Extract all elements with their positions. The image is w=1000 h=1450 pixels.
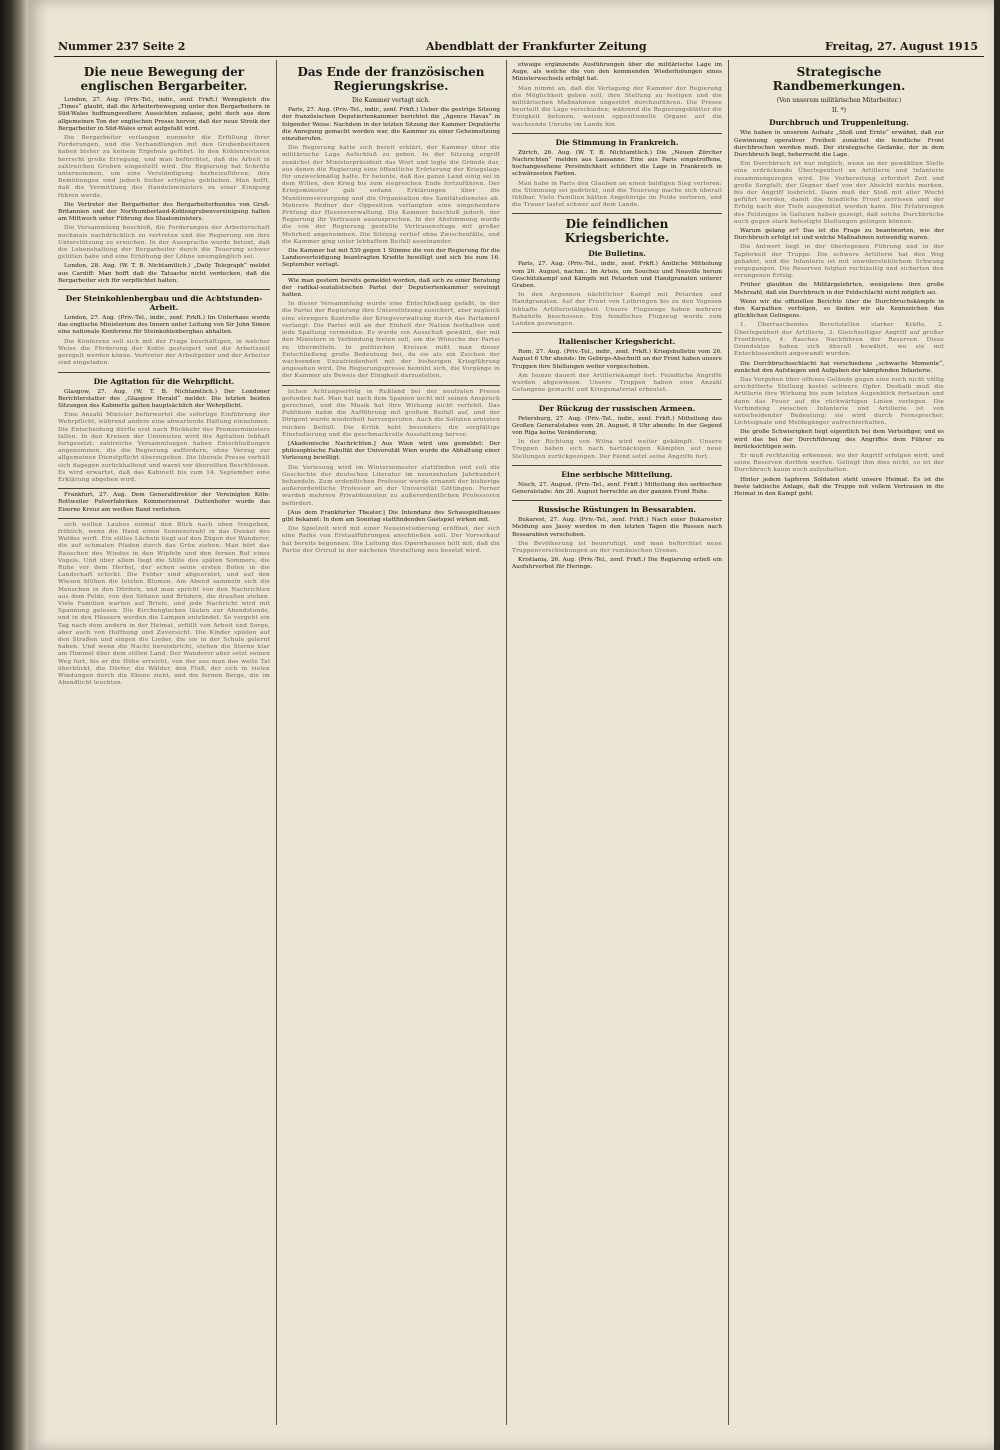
article-body-text: Die Konferenz soll sich mit der Frage beschäftigen, in welcher Weise die Förderung der Kohle gesteigert und die Arbeitszeit geregelt werden könne. Vertreter der Arbeitgeber und der Arbeiter sind eingeladen. [58, 338, 270, 367]
column-1 [58, 62, 270, 1422]
column-4 [734, 62, 944, 1422]
article-body-text: In der Richtung von Wilna wird weiter gekämpft. Unsere Truppen haben sich nach hartnäckigen Kämpfen auf neue Stellungen zurückgezogen. Der Feind setzt seine Angriffe fort. [512, 439, 722, 460]
article-paragraph: [Akademische Nachrichten.] Aus Wien wird uns gemeldet: Der philosophische Fakultät der Universität Wien wurde die Abhaltung einer Vorlesung bewilligt. [282, 440, 500, 462]
article-paragraph: Kristiania, 26. Aug. (Priv.-Tel., zenf. Frkft.) Die Regierung erließ ein Ausfuhrverbot für Heringe. [512, 557, 722, 571]
section-divider [282, 274, 500, 275]
section-divider [512, 213, 722, 214]
article-body-text: In dieser Versammlung wurde eine Entschließung gefaßt, in der die Partei der Regierung ihre Unterstützung zusichert, aber zugleich eine strengere Kontrolle der Kriegsverwaltung durch das Parlament verlangt. Die Partei will an der Einheit der Nation festhalten und jede Spaltung vermeiden. Es wurde ein Ausschuß gewählt, der mit den Ministern in Verbindung treten soll, um die Wünsche der Partei zu übermitteln. In politischen Kreisen mißt man dieser Entschließung große Bedeutung bei, da sie als ein Zeichen der wachsenden Unzufriedenheit mit der bisherigen Kriegführung angesehen wird. Die Regierungspresse bemüht sich, die Vorgänge in der Kammer als Beweis der Einigkeit darzustellen. [282, 301, 500, 380]
masthead [54, 38, 984, 57]
article-paragraph: Paris, 27. Aug. (Priv.-Tel., indir., zenf. Frkft.) Amtliche Mitteilung vom 26. August, nachm.: Im Artois, um Souchez und Neuville herum Geschützkampf und Kämpfe mit Petarden und Handgranaten unterer Graben. [512, 261, 722, 290]
article-paragraph: Zürich, 26. Aug. (W. T. B. Nichtamtlich.) Die „Neuen Zürcher Nachrichten“ melden aus Lausanne: Eine aus Paris eingetroffene, hochangesehene Persönlichkeit schildert die Lage in Frankreich in schwärzesten Farben. [512, 149, 722, 178]
article-headline: Die neue Bewegung der englischen Bergarbeiter. [80, 65, 248, 93]
article-paragraph: Die große Schwierigkeit liegt eigentlich bei dem Verteidiger, und es wird das bei der Durchführung des Angriffes dem Führer zu berücksichtigen sein. [734, 429, 944, 450]
article-paragraph: etwaige ergänzende Ausführungen über die militärische Lage im Auge, als welche die von den kommenden Wiederholungen eines Ministerwechsels erfolgt hat. [512, 62, 722, 83]
book-binding [0, 0, 28, 1450]
article-part-number: II. *) [832, 107, 846, 115]
section-divider [512, 465, 722, 466]
article-paragraph: London, 27. Aug. (Priv.-Tel., indir., zenf. Frkft.) Im Unterhaus wurde das englische Ministerium des Innern unter Leitung von Sir John Simon eine nationale Konferenz für Steinkohlenbergbau abhalten. [58, 315, 270, 336]
section-headline: Italienischer Kriegsbericht. [558, 337, 676, 347]
article-body-text: Die Bergarbeiter verlangen nunmehr die Erfüllung ihrer Forderungen, und die Verhandlungen mit den Grubenbesitzern haben bisher zu keinem Ergebnis geführt. In den Kohlenrevieren herrscht große Erregung, und man befürchtet, daß die Arbeit in zahlreichen Gruben eingestellt wird. Die Regierung hat Schritte unternommen, um eine Verständigung herbeizuführen; ihre Bemühungen sind jedoch bisher erfolglos geblieben. Man hofft, daß die Vermittlung des Handelsministers zu einer Einigung führen werde. [58, 135, 270, 199]
section-headline: Der Rückzug der russischen Armeen. [538, 403, 696, 413]
section-divider [58, 289, 270, 290]
section-headline: Eine serbische Mitteilung. [561, 469, 673, 479]
article-paragraph: Nisch, 27. August. (Priv.-Tel., zenf. Frkft.) Mitteilung des serbischen Generalstabs: Am 26. August herrschte an der ganzen Front Ruhe. [512, 481, 722, 495]
article-paragraph: Glasgow, 27. Aug. (W. T. B. Nichtamtlich.) Der Londoner Berichterstatter des „Glasgow Herald“ meldet: Die letzten beiden Sitzungen des Kabinetts galten hauptsächlich der Wehrpflicht. [58, 388, 270, 409]
article-paragraph: [Aus dem Frankfurter Theater.] Die Intendanz des Schauspielhauses gibt bekannt: In dem am Sonntag stattfindenden Gastspiel wirken mit. [282, 509, 500, 523]
article-paragraph: Paris, 27. Aug. (Priv.-Tel., indir., zenf. Frkft.) Ueber die gestrige Sitzung der französischen Deputiertenkammer berichtet die „Agence Havas“ in folgender Weise: Nachdem in der letzten Sitzung der Kammer Deputierte die Anregung gemacht worden war, die Kammer zu einer Geheimsitzung einzuberufen. [282, 107, 500, 143]
article-body-text: Das Vorgehen über offenes Gelände gegen eine noch nicht völlig erschütterte Stellung kostet schwere Opfer. Deshalb muß die Artillerie ihre Wirkung bis zum letzten Augenblick fortsetzen und dann das Feuer auf die rückwärtigen Linien verlegen. Die Verbindung zwischen Infanterie und Artillerie ist von entscheidender Bedeutung; sie wird durch Fernsprecher, Lichtsignale und Meldegänger aufrechterhalten. [734, 376, 944, 427]
article-paragraph: Hinter jedem tapferen Soldaten steht unsere Heimat. Es ist die beste taktische Anlage, daß die Truppe mit vollem Vertrauen in die Heimat in den Kampf geht. [734, 476, 944, 497]
issue-date: Freitag, 27. August 1915 [824, 40, 978, 53]
section-headline: Die Agitation für die Wehrpflicht. [93, 376, 235, 386]
feuilleton-text: sich wollen Laubes einmal den Blick nach oben freigeben, fröhlich, wenn die Hand einen Sonnenstrahl in das Dunkel des Waldes wirft. Ein stilles Lächeln liegt auf den Zügen der Wanderer, die auf schmalen Pfaden durch das Grün ziehen. Man hört das Rauschen des Windes in den Wipfeln und den fernen Ruf eines Vogels. Und über allem liegt die Stille des späten Sommers, die Ruhe vor dem Herbst, der schon seine ersten Boten in die Landschaft schickt. Die Felder sind abgeerntet, und auf den Wiesen blühen die letzten Blumen. Am Abend sammeln sich die Menschen in den Dörfern, und man spricht von den Nachrichten aus dem Felde, von den Söhnen und Brüdern, die draußen stehen. Viele Familien warten auf Briefe, und jede Nachricht wird mit Spannung gelesen. Die Kirchenglocken läuten zur Abendstunde, und in den Häusern werden die Lampen entzündet. So vergeht ein Tag nach dem andern in der Heimat, erfüllt von Arbeit und Sorge, aber auch von Hoffnung und Zuversicht. Die Kinder spielen auf den Straßen und singen die Lieder, die sie in der Schule gelernt haben. Und wenn die Nacht hereinbricht, stehen die Sterne klar am Himmel über dem stillen Land. Der Wanderer aber setzt seinen Weg fort, bis er die Höhe erreicht, von der aus man das weite Tal überblickt, die Dörfer, die Wälder, den Fluß, der sich in vielen Windungen durch die Ebene zieht, und die fernen Berge, die im Abendlicht leuchten. [58, 521, 270, 687]
section-headline: Durchbruch und Truppenleitung. [769, 118, 909, 128]
section-divider [512, 332, 722, 333]
article-body-text: Ein Durchbruch ist nur möglich, wenn an der gewählten Stelle eine erdrückende Überlegenheit an Artillerie und Infanterie zusammengezogen wird. Die Vorbereitung erfordert Zeit und große Sorgfalt; der Gegner darf von der Absicht nichts merken, bis der Angriff losbricht. Dann muß der Stoß mit aller Wucht geführt werden, damit die feindliche Front zerrissen und der Erfolg nach der Tiefe ausgenützt werden kann. Die Erfahrungen des Feldzuges in Galizien haben gezeigt, daß solche Durchbrüche auch gegen stark befestigte Stellungen gelingen können. [734, 161, 944, 225]
article-body-text: Die Spielzeit wird mit einer Neueinstudierung eröffnet, der sich eine Reihe von Erstaufführungen anschließen soll. Der Vorverkauf hat bereits begonnen. Die Leitung des Opernhauses teilt mit, daß die Partie der Ortrud in der nächsten Vorstellung neu besetzt wird. [282, 526, 500, 554]
article-body-text: Die Regierung hatte sich bereit erklärt, der Kammer über die militärische Lage Aufschluß zu geben. In der Sitzung ergriff zunächst der Ministerpräsident das Wort und legte die Gründe dar, aus denen die Regierung eine öffentliche Erörterung der Kriegslage für unzweckmäßig halte. Er betonte, daß das ganze Land einig sei in dem Willen, den Krieg bis zum siegreichen Ende fortzuführen. Der Kriegsminister gab sodann Erklärungen über die Munitionsversorgung und die Organisation des Sanitätsdienstes ab. Mehrere Redner der Opposition verlangten eine eingehendere Prüfung der Heeresverwaltung. Die Kammer beschloß jedoch, der Regierung ihr Vertrauen auszusprechen. In der Abstimmung wurde die von der Regierung gestellte Vertrauensfrage mit großer Mehrheit angenommen. Die Sitzung verlief ohne Zwischenfälle, und die Kammer ging unter lebhaftem Beifall auseinander. [282, 145, 500, 245]
article-body-text: In den Argonnen nächtlicher Kampf mit Petarden und Handgranaten. Auf der Front von Lothringen bis zu den Vogesen lebhafte Artillerietätigkeit. Unsere Flugzeuge haben mehrere Bahnhöfe beschossen. Ein feindliches Flugzeug wurde zum Landen gezwungen. [512, 292, 722, 328]
section-divider [58, 488, 270, 489]
article-byline: (Von unserem militärischen Mitarbeiter.) [776, 97, 902, 104]
article-paragraph: Bukarest, 27. Aug. (Priv.-Tel., zenf. Frkft.) Nach einer Bukarester Meldung aus Jassy werden in den letzten Tagen die Russen nach Bessarabien verschoben. [512, 517, 722, 538]
issue-number: Nummer 237 Seite 2 [58, 40, 186, 53]
section-divider [512, 133, 722, 134]
section-divider [282, 385, 500, 386]
article-body-text: Eine Anzahl Minister befürwortet die sofortige Einführung der Wehrpflicht, während andere eine abwartende Haltung einnehmen. Die Entscheidung dürfte erst nach Rückkehr des Premierministers fallen. In den Kreisen der Unionisten wird die Agitation lebhaft fortgesetzt; zahlreiche Versammlungen haben Entschließungen angenommen, die die Regierung auffordern, ohne Verzug zur allgemeinen Dienstpflicht überzugehen. Die liberale Presse verhält sich dagegen zurückhaltend und warnt vor übereilten Beschlüssen. Es wird erwartet, daß das Kabinett bis zum 14. September eine Erklärung abgeben wird. [58, 412, 270, 483]
article-body-text: Die Antwort liegt in der überlegenen Führung und in der Tapferkeit der Truppe. Die schwere Artillerie hat den Weg gebahnt, und die Infanterie ist mit unwiderstehlichem Schwung vorgegangen. Die Reserven folgten rechtzeitig und sicherten den errungenen Erfolg. [734, 244, 944, 280]
column-rule [728, 60, 729, 1425]
article-paragraph: Wie haben in unserem Aufsatz „Stoß und Ernte“ erwähnt, daß zur Gewinnung operativer Freiheit zunächst die feindliche Front durchbrochen werden muß. Der strategische Gedanke, der in dem Durchbruch liegt, beherrscht die Lage. [734, 130, 944, 159]
article-body-text: 1. Überraschendes Bereitstellen starker Kräfte, 2. Überlegenheit der Artillerie, 3. Gleichzeitiger Angriff auf großer Frontbreite, 4. Rasches Nachführen der Reserven. Diese Grundsätze haben sich überall bewährt, wo sie mit Entschlossenheit angewandt wurden. [734, 322, 944, 358]
section-divider [512, 399, 722, 400]
feuilleton-text: lichen Achtungserfolg in Rußland bei der neutralen Presse gefunden hat. Man hat nach dem Spanien nicht mit seinen Anspruch gerechnet, und die Musik hat ihre Wirkung nicht verfehlt. Das Publikum nahm die Aufführung mit großem Beifall auf, und der Dirigent wurde wiederholt hervorgerufen. Auch die Solisten ernteten reichen Beifall. Die Kritik hebt besonders die sorgfältige Einstudierung und die geschmackvolle Ausstattung hervor. [282, 388, 500, 438]
section-headline: Die Stimmung in Frankreich. [555, 137, 679, 147]
article-body-text: Er muß rechtzeitig erkennen, wo der Angriff erfolgen wird, und seine Reserven dorthin werfen. Gelingt ihm dies nicht, so ist der Durchbruch kaum noch aufzuhalten. [734, 452, 944, 474]
article-subheadline: Die Kammer vertagt sich. [351, 97, 431, 104]
article-headline: Das Ende der französischen Regierungskrise. [297, 65, 485, 93]
article-headline: Die feindlichen Kriegsberichte. [564, 217, 670, 246]
article-body-text: Man habe in Paris den Glauben an einen baldigen Sieg verloren; die Stimmung sei gedrückt, und die Teuerung mache sich überall fühlbar. Viele Familien hätten Angehörige im Felde verloren, und die Trauer lastet schwer auf dem Lande. [512, 180, 722, 209]
article-paragraph: Die Durchbruchsschlacht hat verschiedene „schwache Momente“, zunächst den Aufstiegen und Aufgaben der kämpfenden Infanterie. [734, 360, 944, 374]
section-divider [58, 372, 270, 373]
article-headline: Strategische Randbemerkungen. [772, 65, 906, 93]
section-divider [512, 500, 722, 501]
article-body-text: Die Bevölkerung ist beunruhigt, und man befürchtet neue Truppenverschiebungen an der rumänischen Grenze. [512, 540, 722, 554]
column-rule [506, 60, 507, 1425]
section-divider [58, 518, 270, 519]
article-paragraph: Die Vertreter der Bergarbeiter des Bergarbeiterbundes von Groß-Britannien und der Northumberland-Kohlengrubenvereinigung halten am Mittwoch unter Führung des Staatsministers. [58, 201, 270, 223]
column-rule [276, 60, 277, 1425]
newspaper-title: Abendblatt der Frankfurter Zeitung [426, 40, 647, 53]
article-paragraph: Die Kammer hat mit 539 gegen 1 Stimme die von der Regierung für die Landesverteidigung beantragten Kredite bewilligt und sich bis zum 16. September vertagt. [282, 248, 500, 269]
article-paragraph: Wie man gestern bereits gemeldet worden, daß sich zu einer Beratung der radikal-sozialistischen Partei der Deputiertenkammer vereinigt hatten. [282, 277, 500, 299]
column-2 [282, 62, 500, 1422]
article-paragraph: Rom, 27. Aug. (Priv.-Tel., indir., zenf. Frkft.) Kriegsbulletin vom 26. August 6 Uhr abends: Im Gebirgs-Abschnitt an der Front haben unsere Truppen ihre Stellungen weiter vorgeschoben. [512, 349, 722, 370]
article-paragraph: Früher glaubten die Militärgelehrten, wenigstens ihre große Mehrzahl, daß ein Durchbruch in der Feldschlacht nicht möglich sei. [734, 282, 944, 296]
article-body-text: Man nimmt an, daß die Vertagung der Kammer der Regierung die Möglichkeit geben soll, ihre Stellung zu festigen und die militärischen Maßnahmen ungestört durchzuführen. Die Presse beurteilt die Lage verschieden; während die Regierungsblätter die Einigkeit betonen, weisen oppositionelle Organe auf die wachsende Unruhe im Lande hin. [512, 85, 722, 128]
article-paragraph: London, 28. Aug. (W. T. B. Nichtamtlich.) „Daily Telegraph“ meldet aus Cardiff: Man hofft daß die Tatsache nicht verdecken, daß die Bergarbeiter sich für verpflichtet halten. [58, 263, 270, 284]
article-paragraph: Frankfurt, 27. Aug. Dem Generaldirektor der Vereinigten Köln-Rottweiler Pulverfabriken Kommerzienrat Duttenhofer wurde das Eiserne Kreuz am weißen Band verliehen. [58, 492, 270, 513]
column-3 [512, 62, 722, 1422]
article-body-text: Am Isonzo dauert der Artilleriekampf fort. Feindliche Angriffe wurden abgewiesen. Unsere Truppen haben eine Anzahl Gefangene gemacht und Kriegsmaterial erbeutet. [512, 372, 722, 394]
article-body-text: Die Versammlung beschloß, die Forderungen der Arbeiterschaft nochmals nachdrücklich zu vertreten und die Regierung um ihre Unterstützung zu ersuchen. In der Aussprache wurde betont, daß die Lebenshaltung der Bergarbeiter durch die Teuerung schwer gelitten habe und eine Erhöhung der Löhne unumgänglich sei. [58, 225, 270, 261]
page-edge [994, 0, 1000, 1450]
section-headline: Der Steinkohlenbergbau und die Achtstunden-Arbeit. [65, 294, 263, 313]
article-paragraph: Petersburg, 27. Aug. (Priv.-Tel., indir., zenf. Frkft.) Mitteilung des Großen Generalstabes vom 26. August, 8 Uhr abends: In der Gegend von Riga keine Veränderung. [512, 415, 722, 436]
article-paragraph: London, 27. Aug. (Priv.-Tel., indir., zenf. Frkft.) Wenngleich die „Times“ glaubt, daß die Arbeiterbewegung unter den Bergarbeitern in Süd-Wales hoffnungsvollere Aussichten zulasse, geht doch aus dem allgemeinen Ton der englischen Presse hervor, daß der neue Streik der Bergarbeiter in Süd-Wales ernst aufgefaßt wird. [58, 97, 270, 132]
article-paragraph: Wenn wir die offiziellen Berichte über die Durchbruchskämpfe in den Karpathen verfolgen, so finden wir als Kennzeichen des glücklichen Gelingens. [734, 298, 944, 320]
section-headline: Russische Rüstungen in Bessarabien. [537, 505, 697, 515]
article-body-text: Die Vorlesung wird im Wintersemester stattfinden und soll die Geschichte der deutschen Literatur im neunzehnten Jahrhundert behandeln. Zum ordentlichen Professor wurde ernannt der bisherige außerordentliche Professor an der Universität Göttingen. Ferner wurden mehrere Privatdozenten zu außerordentlichen Professoren befördert. [282, 464, 500, 507]
article-paragraph: Warum gelang er? Das ist die Frage zu beantworten, wie der Durchbruch erfolgt ist und welche Maßnahmen notwendig waren. [734, 228, 944, 242]
section-headline: Die Bulletins. [588, 249, 646, 259]
